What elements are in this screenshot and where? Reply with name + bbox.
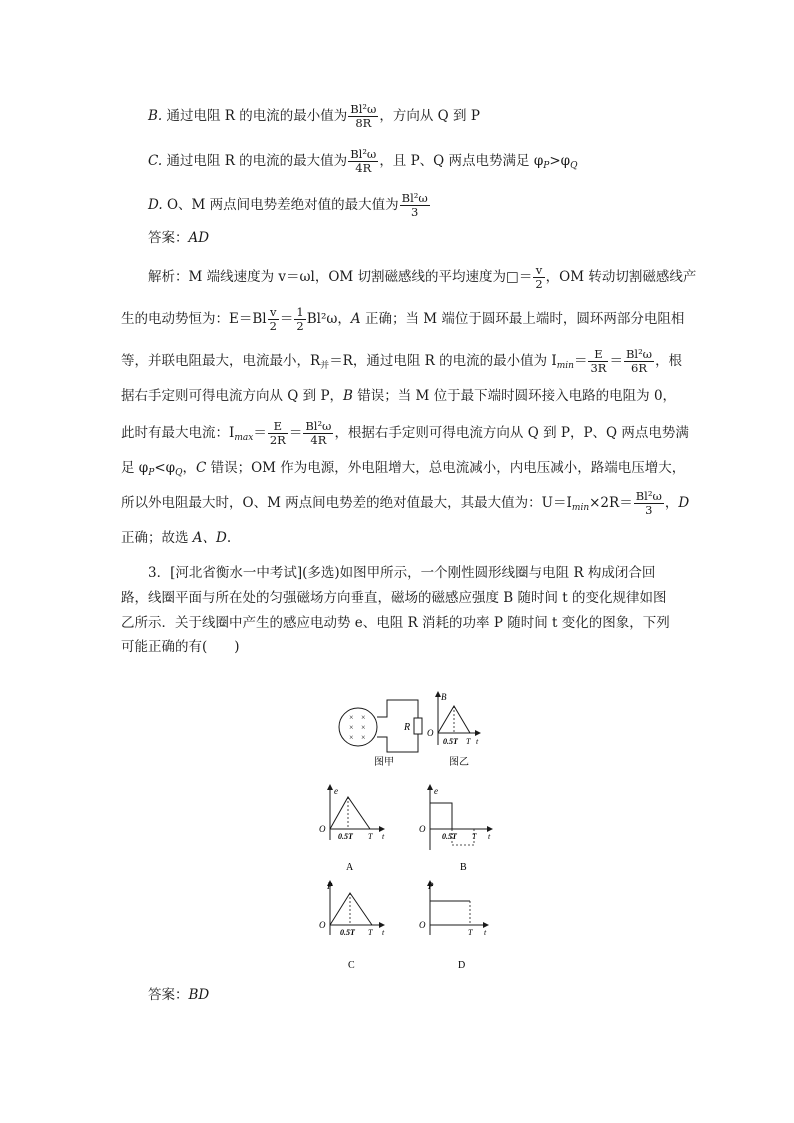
coil-circle: [339, 708, 377, 746]
cross-icon: ×: [349, 713, 354, 722]
origin-label: O: [427, 728, 434, 738]
resistor-label: R: [404, 722, 411, 733]
svg-text:T: T: [472, 832, 477, 841]
option-b: B. 通过电阻 R 的电流的最小值为 $\frac{\text{Bl²ω}}{8R}$ ，方向从 Q 到 P: [148, 102, 480, 130]
svg-text:t: t: [484, 928, 487, 937]
question3-line-3: 乙所示．关于线圈中产生的感应电动势 e、电阻 R 消耗的功率 P 随时间 t 变化的图象，下列: [121, 615, 670, 631]
circuit-wire-top: [377, 700, 418, 718]
figure-yi-caption: 图乙: [449, 757, 469, 768]
tick-label-half-t: 0.5T: [443, 737, 458, 746]
graph-c: [319, 881, 385, 971]
svg-text:O: O: [319, 920, 326, 930]
svg-text:0.5T: 0.5T: [442, 832, 457, 841]
cross-icon: ×: [349, 733, 354, 742]
graph-b: [419, 786, 491, 873]
answer-2: 答案：BD: [148, 987, 210, 1003]
svg-text:T: T: [368, 832, 373, 841]
analysis-line-1: 解析：M 端线速度为 v＝ωl，OM 切割磁感线的平均速度为□＝ $\frac{v}{2}$ ，OM 转动切割磁感线产: [148, 263, 697, 291]
graph-d: [419, 881, 487, 971]
svg-text:t: t: [382, 832, 385, 841]
p-curve: [330, 893, 372, 925]
magnetic-field-crosses: [349, 713, 366, 742]
e-curve: [330, 797, 370, 829]
question3-line-2: 路，线圈平面与所在处的匀强磁场方向垂直，磁场的磁感应强度 B 随时间 t 的变化规律如图: [121, 590, 667, 606]
analysis-line-2: 生的电动势恒为：E＝Bl $\frac{v}{2}$ ＝ $\frac{1}{2}$ Bl²ω，A 正确；当 M 端位于圆环最上端时，圆环两部分电阻相: [121, 305, 685, 333]
graph-a: [319, 786, 385, 873]
question3-line-4: 可能正确的有( ): [121, 639, 240, 655]
fraction: $\frac{\text{Bl²ω}}{3}$: [401, 191, 428, 219]
svg-text:t: t: [382, 928, 385, 937]
svg-text:T: T: [468, 928, 473, 937]
svg-text:e: e: [334, 786, 338, 796]
cross-icon: ×: [361, 733, 366, 742]
analysis-line-4: 据右手定则可得电流方向从 Q 到 P，B 错误；当 M 位于最下端时圆环接入电路的电阻为 0，: [121, 388, 677, 404]
axis-label-t: t: [476, 737, 479, 746]
tick-label-t: T: [466, 737, 471, 746]
svg-text:0.5T: 0.5T: [338, 832, 353, 841]
resistor: [414, 718, 422, 734]
analysis-line-8: 正确；故选 A、D.: [121, 530, 232, 546]
analysis-line-7: 所以外电阻最大时，O、M 两点间电势差的绝对值最大，其最大值为：$U=I_{min}\times 2R=$ $\frac{\text{Bl²ω}}{3}$ ，D: [121, 489, 690, 517]
analysis-line-6: 足 $\varphi_P<\varphi_Q$，C 错误；OM 作为电源，外电阻增大，总电流减小，内电压减小，路端电压增大，: [121, 460, 686, 478]
cross-icon: ×: [361, 713, 366, 722]
circuit-wire-bottom: [377, 734, 418, 752]
analysis-line-5: 此时有最大电流：$I_{max}=$ $\frac{E}{2R}$ ＝ $\frac{\text{Bl²ω}}{4R}$ ，根据右手定则可得电流方向从 Q 到 P，P、Q 两点电势满: [121, 419, 689, 447]
answer-1: 答案：AD: [148, 230, 210, 246]
figure-jia-circuit: [339, 700, 422, 768]
e-step-positive: [430, 803, 452, 829]
svg-text:e: e: [434, 786, 438, 796]
figure-jia-caption: 图甲: [374, 757, 394, 768]
svg-text:O: O: [419, 824, 426, 834]
question3-line-1: 3．[河北省衡水一中考试](多选)如图甲所示，一个刚性圆形线圈与电阻 R 构成闭合回: [148, 565, 656, 581]
fraction: $\frac{\text{Bl²ω}}{4R}$: [350, 147, 377, 175]
caption-b: B: [460, 862, 467, 873]
svg-text:0.5T: 0.5T: [340, 928, 355, 937]
svg-text:O: O: [319, 824, 326, 834]
axis-label-b: B: [441, 692, 447, 702]
option-d: D. O、M 两点间电势差绝对值的最大值为 $\frac{\text{Bl²ω}}{3}$: [148, 191, 428, 219]
svg-text:O: O: [419, 920, 426, 930]
svg-text:t: t: [488, 832, 491, 841]
fraction: $\frac{\text{Bl²ω}}{8R}$: [350, 102, 377, 130]
svg-text:P: P: [428, 881, 434, 891]
svg-text:T: T: [368, 928, 373, 937]
figure-yi-graph: [427, 692, 479, 768]
svg-text:P: P: [327, 881, 333, 891]
cross-icon: ×: [361, 723, 366, 732]
analysis-line-3: 等，并联电阻最大，电流最小，$R_并=R$，通过电阻 R 的电流的最小值为 $I_{min}=$ $\frac{E}{3R}$ ＝ $\frac{\text{Bl²ω}}{6R}$ ，根: [121, 347, 683, 375]
caption-c: C: [348, 960, 355, 971]
caption-d: D: [458, 960, 466, 971]
option-c: C. 通过电阻 R 的电流的最大值为 $\frac{\text{Bl²ω}}{4R}$ ，且 P、Q 两点电势满足 $\varphi_P>\varphi_Q$: [148, 147, 578, 175]
caption-a: A: [346, 862, 354, 873]
cross-icon: ×: [349, 723, 354, 732]
